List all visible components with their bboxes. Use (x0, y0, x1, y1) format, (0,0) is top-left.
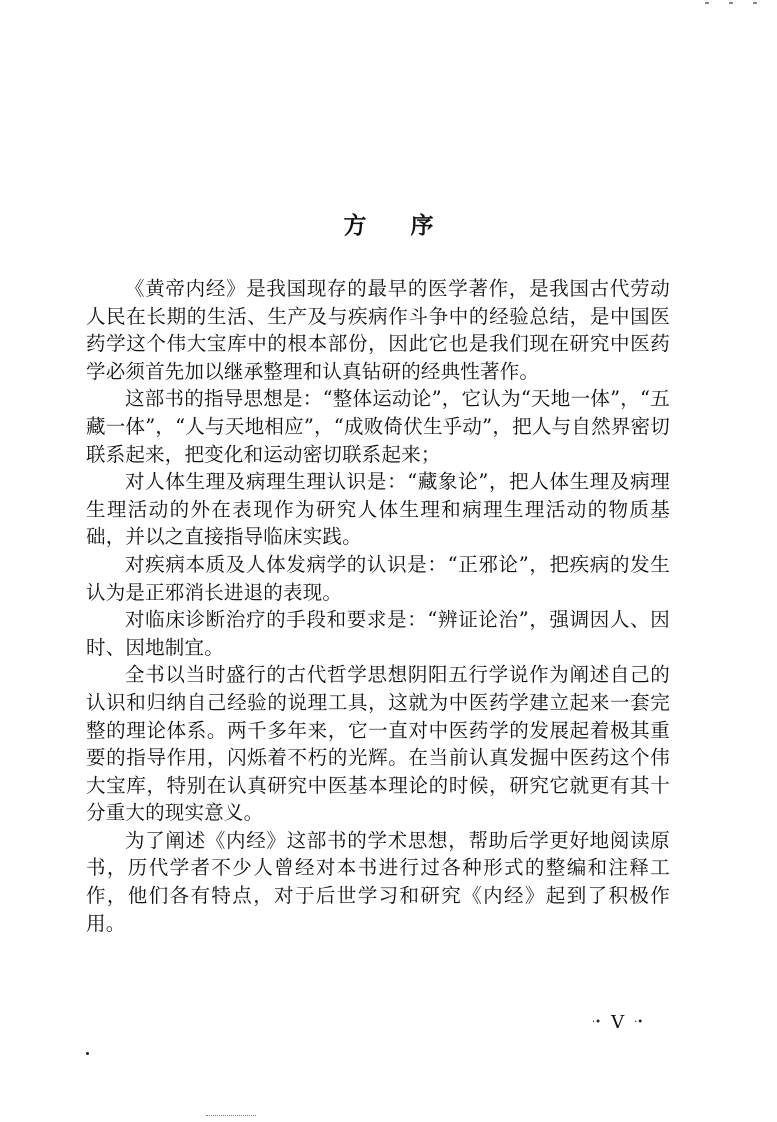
scan-bottom-mark (206, 1115, 256, 1118)
scan-dot (729, 2, 733, 4)
paragraph-5: 对临床诊断治疗的手段和要求是：“辨证论治”，强调因人、因时、因地制宜。 (86, 608, 670, 659)
paragraph-6: 全书以当时盛行的古代哲学思想阴阳五行学说作为阐述自己的认识和归纳自己经验的说理工具，这就为中医药学建立起来一套完整的理论体系。两千多年来，它一直对中医药学的发展起着极其重要的指导作用，闪烁着不朽的光辉。在当前认真发掘中医药这个伟大宝库，特别在认真研究中医基本理论的时候，研究它就更有其十分重大的现实意义。 (86, 663, 670, 825)
scan-artifact-dots (705, 2, 757, 4)
paragraph-3: 对人体生理及病理生理认识是：“藏象论”，把人体生理及病理生理活动的外在表现作为研究人体生理和病理生理活动的物质基础，并以之直接指导临床实践。 (86, 470, 670, 549)
preface-body (86, 275, 670, 937)
paragraph-7: 为了阐述《内经》这部书的学术思想，帮助后学更好地阅读原书，历代学者不少人曾经对本书进行过各种形式的整编和注释工作，他们各有特点，对于后世学习和研究《内经》起到了积极作用。 (86, 828, 670, 935)
page-number-value: V (611, 1012, 625, 1033)
folio-ornament-right: ·• (634, 1017, 644, 1028)
paragraph-1: 《黄帝内经》是我国现存的最早的医学著作，是我国古代劳动人民在长期的生活、生产及与疾病作斗争中的经验总结，是中国医药学这个伟大宝库中的根本部份，因此它也是我们现在研究中医药学必须首先加以继承整理和认真钻研的经典性著作。 (86, 277, 670, 383)
page-title: 方序 (343, 213, 478, 240)
page-number (592, 1012, 643, 1033)
folio-ornament-left: ·• (592, 1017, 602, 1028)
paragraph-4: 对疾病本质及人体发病学的认识是：“正邪论”，把疾病的发生认为是正邪消长进退的表现。 (86, 552, 670, 604)
scan-speck (86, 1052, 89, 1055)
scan-dot (753, 2, 757, 4)
scan-dot (705, 2, 709, 4)
paragraph-2: 这部书的指导思想是：“整体运动论”，它认为“天地一体”，“五藏一体”，“人与天地相应”，“成败倚伏生乎动”，把人与自然界密切联系起来，把变化和运动密切联系起来； (86, 387, 670, 466)
